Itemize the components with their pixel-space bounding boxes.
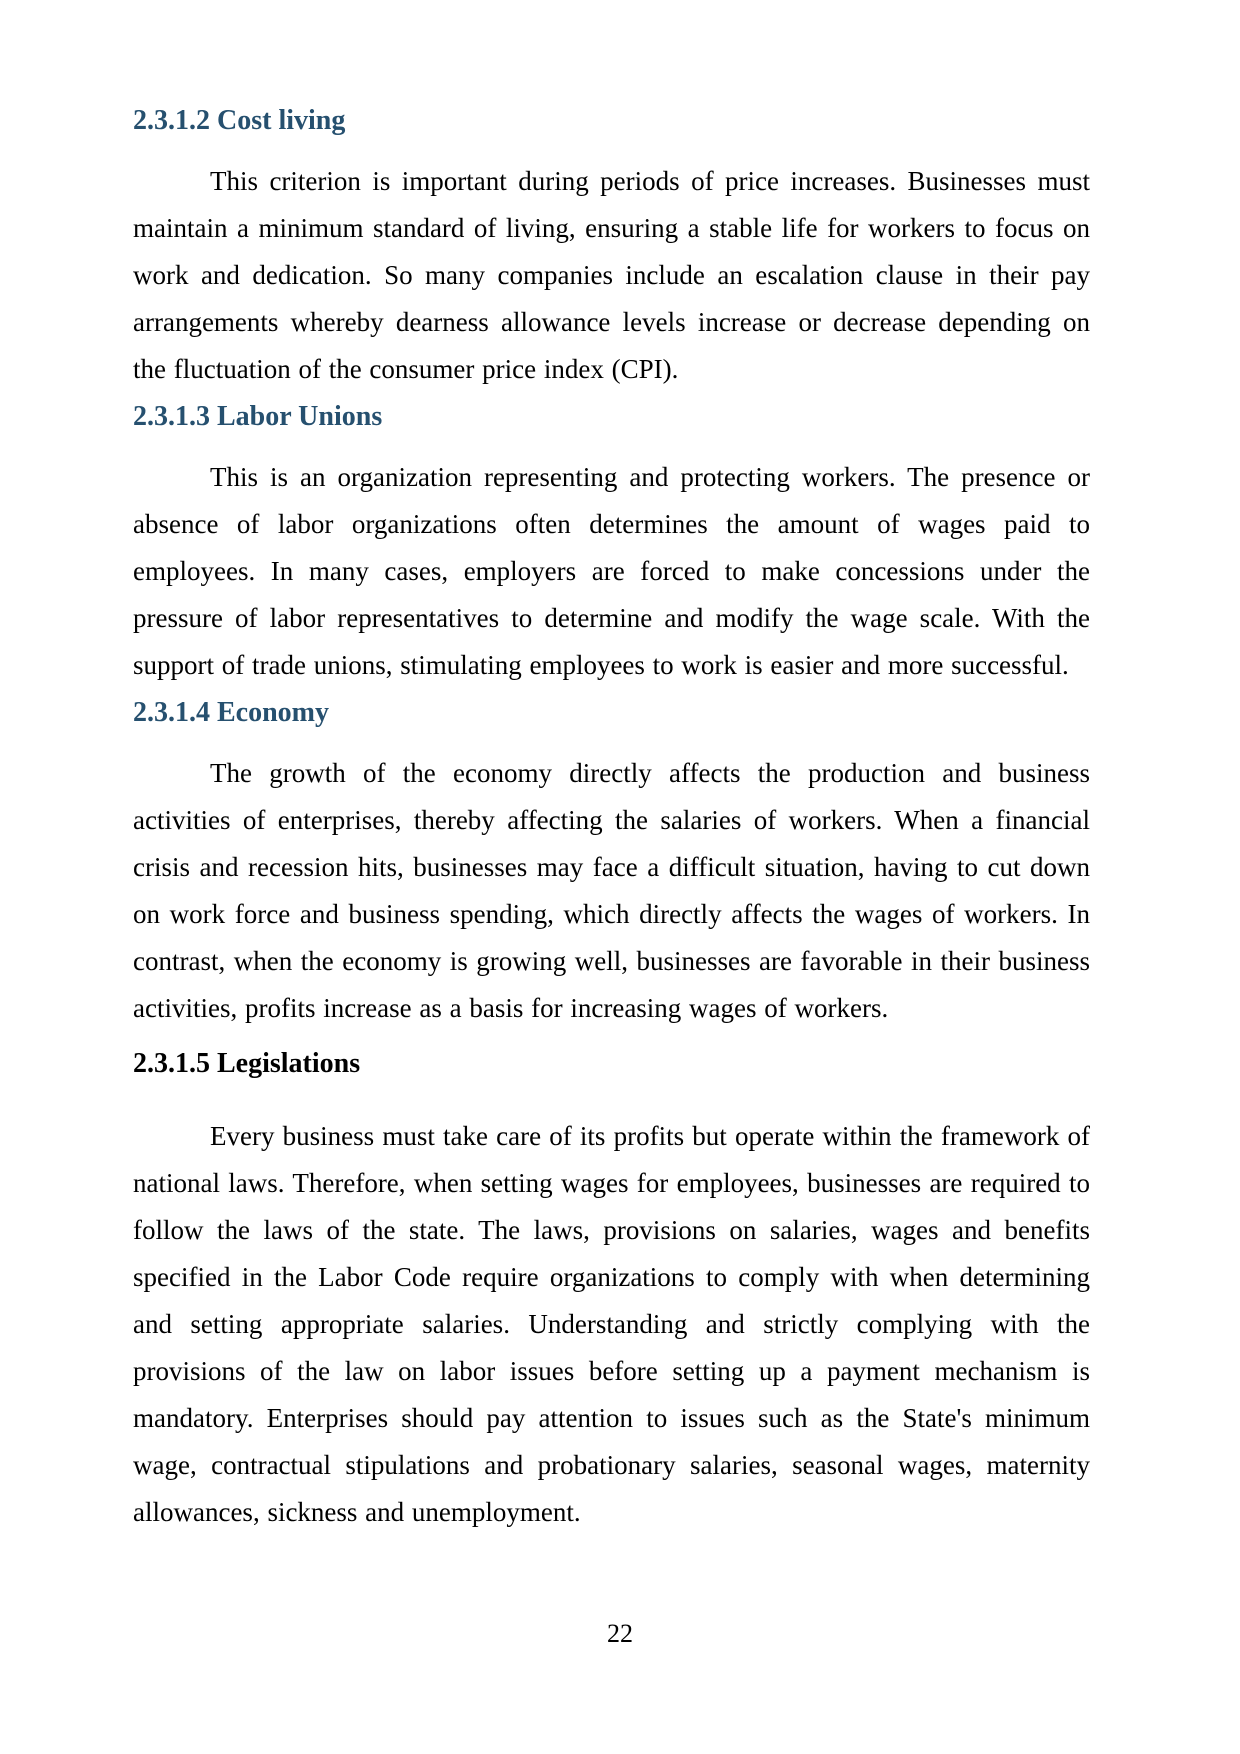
section-paragraph-labor-unions: This is an organization representing and protecting workers. The presence or absence of labor organizations often determines the amount of wages paid to employees. In many cases, employers are forced to make concessions under the pressure of labor representatives to determine and modify the wage scale. With the support of trade unions, stimulating employees to work is easier and more successful. <box>133 462 1090 680</box>
section-paragraph-cost-living: This criterion is important during periods of price increases. Businesses must maintain a minimum standard of living, ensuring a stable life for workers to focus on work and dedication. So many companies include an escalation clause in their pay arrangements whereby dearness allowance levels increase or decrease depending on the fluctuation of the consumer price index (CPI). <box>133 166 1090 384</box>
section-heading-labor-unions: 2.3.1.3 Labor Unions <box>133 401 383 432</box>
section-legislations <box>133 1040 1090 1536</box>
section-paragraph-legislations: Every business must take care of its profits but operate within the framework of national laws. Therefore, when setting wages for employees, businesses are required to follow the laws of the state. The laws, provisions on salaries, wages and benefits specified in the Labor Code require organizations to comply with when determining and setting appropriate salaries. Understanding and strictly complying with the provisions of the law on labor issues before setting up a payment mechanism is mandatory. Enterprises should pay attention to issues such as the State's minimum wage, contractual stipulations and probationary salaries, seasonal wages, maternity allowances, sickness and unemployment. <box>133 1121 1090 1527</box>
section-heading-economy: 2.3.1.4 Economy <box>133 697 329 728</box>
section-economy <box>133 689 1090 1032</box>
page-number: 22 <box>607 1619 633 1648</box>
section-heading-cost-living: 2.3.1.2 Cost living <box>133 105 346 136</box>
section-cost-living <box>133 97 1090 393</box>
section-heading-legislations: 2.3.1.5 Legislations <box>133 1048 361 1079</box>
section-paragraph-economy: The growth of the economy directly affects the production and business activities of enterprises, thereby affecting the salaries of workers. When a financial crisis and recession hits, businesses may face a difficult situation, having to cut down on work force and business spending, which directly affects the wages of workers. In contrast, when the economy is growing well, businesses are favorable in their business activities, profits increase as a basis for increasing wages of workers. <box>133 758 1090 1023</box>
section-labor-unions <box>133 393 1090 689</box>
